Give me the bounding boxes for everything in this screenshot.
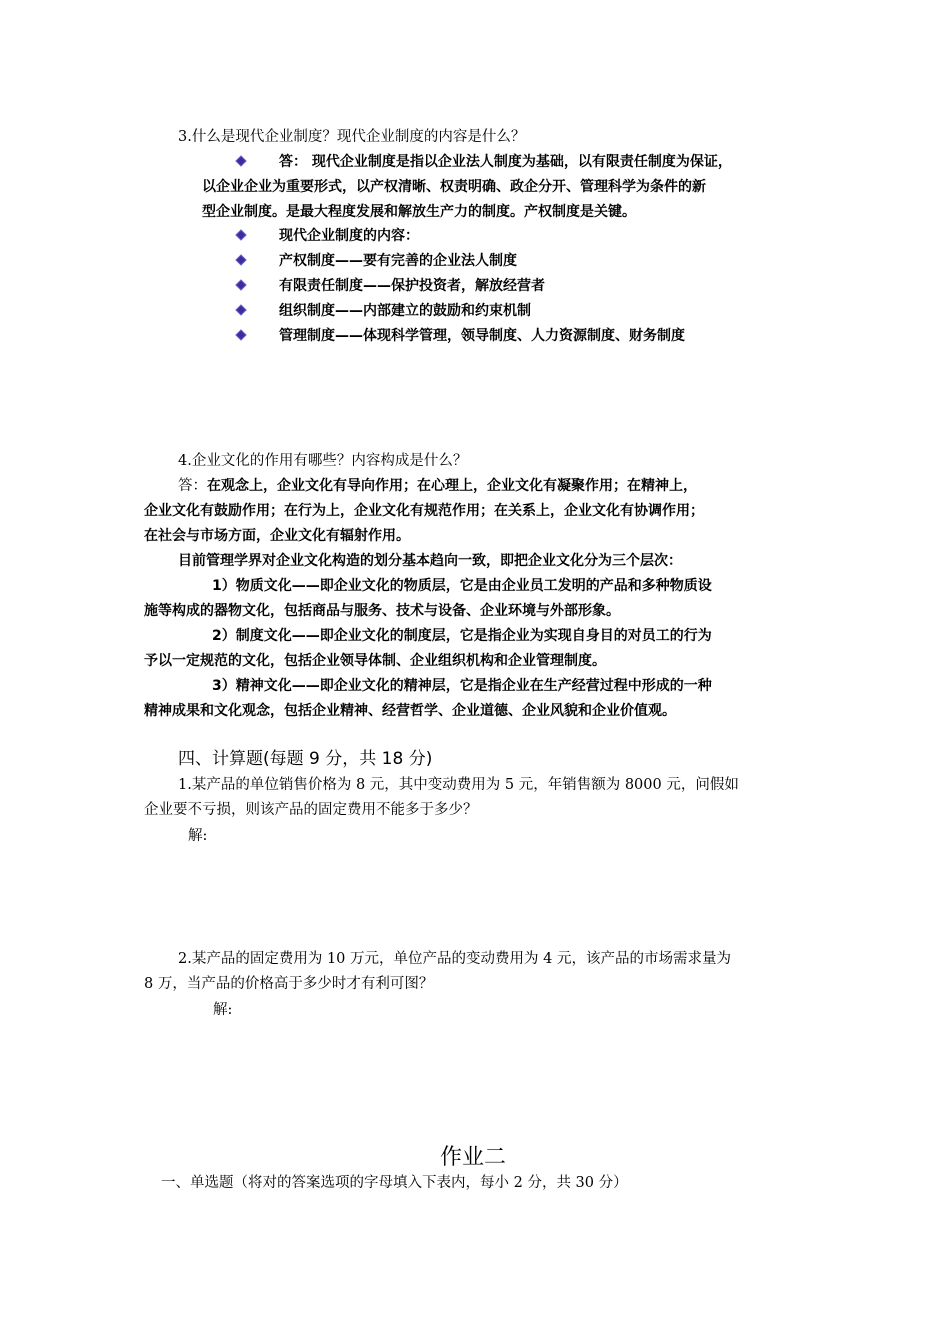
section4-heading: 四、计算题(每题 9 分，共 18 分) [178,749,433,769]
diamond-bullet-icon [235,155,246,166]
q3-bullet-4: 组织制度——内部建立的鼓励和约束机制 [279,303,531,319]
single-choice-instruction: 一、单选题（将对的答案选项的字母填入下表内，每小 2 分，共 30 分） [161,1175,628,1191]
q4-answer-text: 在观念上，企业文化有导向作用；在心理上，企业文化有凝聚作用；在精神上， [207,478,697,494]
q3-bullet-5: 管理制度——体现科学管理，领导制度、人力资源制度、财务制度 [279,328,685,344]
q3-bullet-1: 现代企业制度的内容： [279,228,419,244]
q4-answer-line-2: 企业文化有鼓励作用；在行为上，企业文化有规范作用；在关系上，企业文化有协调作用； [144,503,704,519]
diamond-bullet-icon [235,254,246,265]
q4-answer-line-8: 予以一定规范的文化，包括企业领导体制、企业组织机构和企业管理制度。 [144,653,606,669]
q4-answer-line-4: 目前管理学界对企业文化构造的划分基本趋向一致，即把企业文化分为三个层次： [178,553,682,569]
calc-problem-2-line-2: 8 万，当产品的价格高于多少时才有利可图？ [144,976,434,992]
diamond-bullet-icon [235,304,246,315]
q4-answer-line-7: 2）制度文化——即企业文化的制度层，它是指企业为实现自身目的对员工的行为 [212,628,712,644]
diamond-bullet-icon [235,329,246,340]
homework-2-title: 作业二 [440,1145,507,1170]
q4-answer-line-10: 精神成果和文化观念，包括企业精神、经营哲学、企业道德、企业风貌和企业价值观。 [144,703,676,719]
q4-answer-line-3: 在社会与市场方面，企业文化有辐射作用。 [144,528,410,544]
calc-problem-2-solution: 解: [213,1002,233,1018]
q4-answer-line-1 [178,476,697,496]
q3-question: 3.什么是现代企业制度？现代企业制度的内容是什么？ [178,129,526,145]
diamond-bullet-icon [235,279,246,290]
calc-problem-2-line-1: 2.某产品的固定费用为 10 万元，单位产品的变动费用为 4 元，该产品的市场需求量为 [178,951,731,967]
q3-bullet-2: 产权制度——要有完善的企业法人制度 [279,253,517,269]
q4-answer-line-9: 3）精神文化——即企业文化的精神层，它是指企业在生产经营过程中形成的一种 [212,678,712,694]
calc-problem-1-line-1: 1.某产品的单位销售价格为 8 元，其中变动费用为 5 元，年销售额为 8000 元，问假如 [178,777,739,793]
q4-answer-line-5: 1）物质文化——即企业文化的物质层，它是由企业员工发明的产品和多种物质设 [212,578,712,594]
q4-question: 4.企业文化的作用有哪些？内容构成是什么？ [178,453,468,469]
q3-bullet-3: 有限责任制度——保护投资者，解放经营者 [279,278,545,294]
calc-problem-1-line-2: 企业要不亏损，则该产品的固定费用不能多于多少？ [144,802,478,818]
q4-answer-prefix: 答： [178,478,207,494]
q3-answer-line-2: 以企业企业为重要形式，以产权清晰、权责明确、政企分开、管理科学为条件的新 [202,179,706,195]
q3-answer-line-3: 型企业制度。是最大程度发展和解放生产力的制度。产权制度是关键。 [202,204,636,220]
diamond-bullet-icon [235,229,246,240]
q3-answer-line-1: 答： 现代企业制度是指以企业法人制度为基础，以有限责任制度为保证， [279,154,732,170]
q4-answer-line-6: 施等构成的器物文化，包括商品与服务、技术与设备、企业环境与外部形象。 [144,603,620,619]
calc-problem-1-solution: 解: [188,828,208,844]
